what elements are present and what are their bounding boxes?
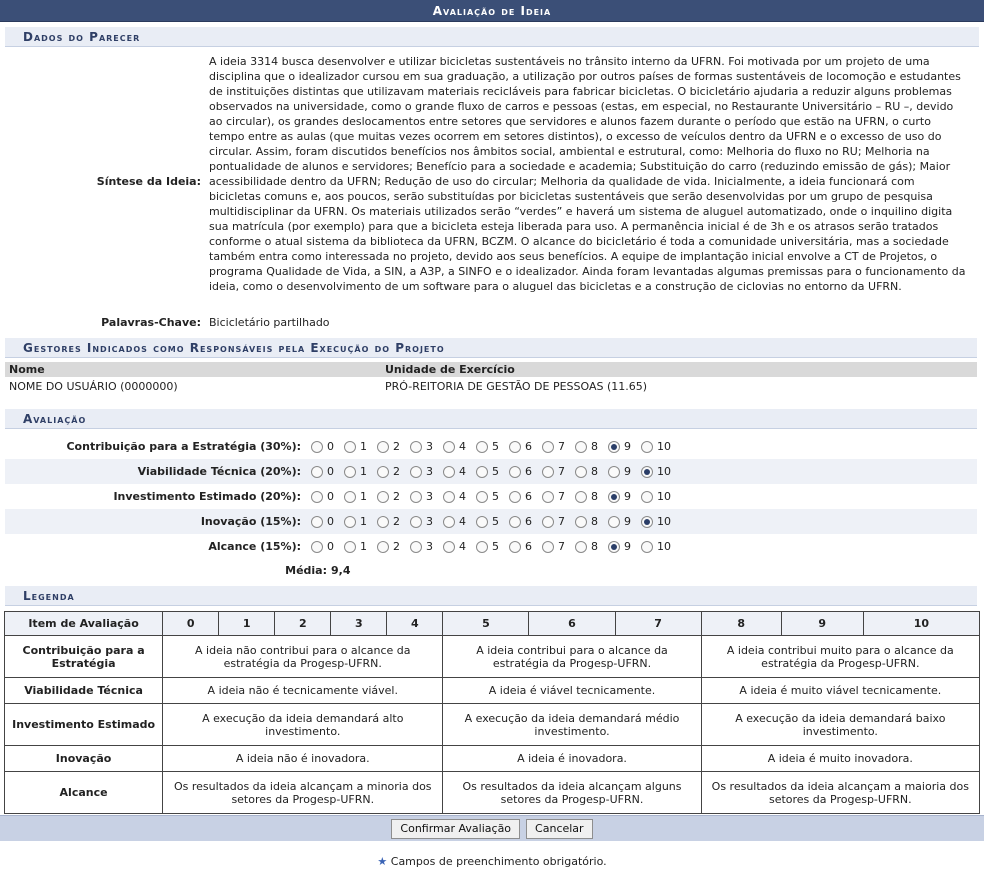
score-radio-label: 7 [558,465,565,478]
media-value: 9,4 [331,563,351,577]
score-radio[interactable] [410,516,422,528]
score-option [437,490,466,503]
score-radio-label: 8 [591,540,598,553]
score-option [635,515,671,528]
score-option [371,540,400,553]
score-radio-label: 7 [558,515,565,528]
score-option [602,515,631,528]
score-option [602,440,631,453]
score-radio[interactable] [641,466,653,478]
legenda-high: A ideia é muito inovadora. [701,746,979,772]
legenda-item: Alcance [5,772,163,814]
score-radio-label: 7 [558,490,565,503]
score-radio-label: 1 [360,465,367,478]
score-option [569,440,598,453]
score-radio-label: 7 [558,540,565,553]
table-row [5,772,980,814]
score-option [305,540,334,553]
score-radio-label: 1 [360,490,367,503]
table-row [5,377,977,397]
score-option [371,440,400,453]
sintese-block [0,54,984,310]
score-radio-label: 3 [426,540,433,553]
score-option [338,540,367,553]
legenda-item: Viabilidade Técnica [5,678,163,704]
score-options [305,465,675,478]
confirm-button[interactable]: Confirmar Avaliação [391,819,520,839]
legenda-col-5: 5 [443,612,529,636]
legenda-mid: Os resultados da ideia alcançam alguns setores da Progesp-UFRN. [443,772,701,814]
score-option [503,540,532,553]
score-option [569,465,598,478]
score-radio-label: 1 [360,440,367,453]
score-radio[interactable] [443,516,455,528]
score-radio[interactable] [575,491,587,503]
legenda-col-0: 0 [163,612,219,636]
score-radio-label: 6 [525,515,532,528]
score-radio[interactable] [509,541,521,553]
score-radio[interactable] [410,541,422,553]
score-option [536,490,565,503]
gestor-nome: NOME DO USUÁRIO (0000000) [9,380,178,393]
score-option [569,490,598,503]
score-radio[interactable] [410,491,422,503]
score-radio-label: 6 [525,540,532,553]
score-radio[interactable] [344,516,356,528]
legenda-low: A ideia não contribui para o alcance da estratégia da Progesp-UFRN. [163,636,443,678]
table-row [5,704,980,746]
score-option [635,440,671,453]
legenda-low: A ideia não é inovadora. [163,746,443,772]
score-radio[interactable] [377,541,389,553]
score-option [404,465,433,478]
score-option [404,440,433,453]
legenda-col-6: 6 [529,612,615,636]
score-option [503,440,532,453]
score-radio-label: 4 [459,465,466,478]
score-option [503,490,532,503]
legenda-table [4,611,980,814]
criterion-row [5,534,977,559]
score-radio[interactable] [542,516,554,528]
legenda-low: A ideia não é tecnicamente viável. [163,678,443,704]
legenda-high: Os resultados da ideia alcançam a maioria dos setores da Progesp-UFRN. [701,772,979,814]
legenda-item: Inovação [5,746,163,772]
score-radio-label: 9 [624,515,631,528]
score-radio[interactable] [311,516,323,528]
required-note [0,855,984,868]
score-radio-label: 3 [426,440,433,453]
legenda-col-item: Item de Avaliação [5,612,163,636]
score-radio[interactable] [575,466,587,478]
score-radio[interactable] [410,441,422,453]
score-options [305,515,675,528]
criterion-label: Investimento Estimado (20%): [113,490,301,503]
score-option [569,515,598,528]
score-radio-label: 0 [327,515,334,528]
score-option [536,465,565,478]
score-radio[interactable] [377,491,389,503]
score-radio[interactable] [509,441,521,453]
table-row [5,678,980,704]
score-radio[interactable] [377,441,389,453]
score-radio[interactable] [509,466,521,478]
score-radio-label: 4 [459,515,466,528]
gestor-unidade: PRÓ-REITORIA DE GESTÃO DE PESSOAS (11.65) [385,380,648,393]
score-option [602,465,631,478]
gestores-table [5,362,977,397]
score-radio[interactable] [608,466,620,478]
score-option [338,440,367,453]
required-note-text: Campos de preenchimento obrigatório. [390,855,607,868]
score-radio-label: 2 [393,515,400,528]
score-option [470,465,499,478]
score-radio-label: 8 [591,440,598,453]
criterion-row [5,509,977,534]
sintese-text: A ideia 3314 busca desenvolver e utilizar bicicletas sustentáveis no trânsito interno da UFRN. Foi motivada por um projeto de uma disciplina que o idealizador cursou em sua graduação, a utilização por outros países de formas sustentáveis de locomoção e estudantes de instituições distintas que utilizavam materiais recicláveis para fabricar bicicletas. O bicicletário ajudaria a reduzir alguns problemas observados na universidade, como o grande fluxo de carros e pessoas (estas, em especial, no Restaurante Universitário – RU –, devido ao circular), os grandes deslocamentos entre setores que servidores e alunos fazem durante o período que estão na UFRN, o curto tempo entre as aulas (que muitas vezes ocorrem em setores distintos), o excesso de veículos dentro da UFRN e o excesso de uso do circular. Assim, foram discutidos benefícios nos âmbitos social, ambiental e estrutural, como: Melhoria do fluxo no RU; Melhoria na pontualidade de alunos e servidores; Benefício para a sociedade e academia; Substituição do carro (reduzindo emissão de gás); Maior acessibilidade dentro da UFRN; Redução de uso do circular; Melhoria da qualidade de vida. Inicialmente, a ideia funcionará com bicicletas comuns e, aos poucos, serão substituídas por bicicletas sustentáveis que serão desenvolvidas por um grupo de pesquisa multidisciplinar da UFRN. Os materiais utilizados serão “verdes” e haverá um sistema de aluguel automatizado, onde o inquilino digita sua matrícula (por exemplo) para que a bicicleta esteja liberada para uso. A permanência inicial é de 3h e os atrasos serão tratados conforme o atual sistema da biblioteca da UFRN, BCZM. O alcance do bicicletário é toda a comunidade universitária, mas a sociedade também entra como interessada no projeto, devido aos seus benefícios. A equipe de implantação inicial envolve a CT de Projetos, o programa Qualidade de Vida, a SIN, a A3P, a SINFO e o idealizador. Ainda foram levantadas algumas premissas para o funcionamento da ideia, como o desenvolvimento de um software para o aluguel das bicicletas e a construção de ciclovias no entorno da UFRN. [209,55,966,293]
score-option [437,440,466,453]
score-radio[interactable] [311,541,323,553]
score-radio-label: 3 [426,515,433,528]
form-title: Avaliação de Ideia [0,0,984,22]
palavras-value: Bicicletário partilhado [209,316,330,329]
section-dados-parecer: Dados do Parecer [5,27,979,47]
score-option [338,465,367,478]
legenda-mid: A execução da ideia demandará médio investimento. [443,704,701,746]
score-radio-label: 5 [492,515,499,528]
score-option [470,515,499,528]
score-radio-label: 8 [591,515,598,528]
gestores-header-row [5,362,977,377]
media-label: Média: [285,563,327,577]
palavras-block [0,316,984,332]
score-option [503,515,532,528]
legenda-col-7: 7 [615,612,701,636]
score-radio-label: 2 [393,465,400,478]
col-nome: Nome [9,363,45,376]
score-radio[interactable] [443,466,455,478]
sintese-label: Síntese da Ideia: [96,175,201,188]
score-radio[interactable] [344,541,356,553]
score-radio[interactable] [641,541,653,553]
score-option [404,515,433,528]
score-option [470,490,499,503]
legenda-col-3: 3 [331,612,387,636]
score-radio-label: 9 [624,540,631,553]
score-option [536,515,565,528]
score-radio[interactable] [443,491,455,503]
score-option [437,465,466,478]
score-radio[interactable] [509,516,521,528]
score-option [635,490,671,503]
score-radio-label: 2 [393,490,400,503]
criterion-row [5,434,977,459]
criterion-label: Contribuição para a Estratégia (30%): [66,440,301,453]
score-radio[interactable] [575,441,587,453]
legenda-mid: A ideia contribui para o alcance da estratégia da Progesp-UFRN. [443,636,701,678]
legenda-header-row [5,612,980,636]
score-radio[interactable] [476,516,488,528]
score-radio[interactable] [344,441,356,453]
score-radio[interactable] [410,466,422,478]
score-radio[interactable] [344,466,356,478]
score-radio-label: 1 [360,515,367,528]
score-option [503,465,532,478]
legenda-item: Contribuição para a Estratégia [5,636,163,678]
score-radio[interactable] [575,516,587,528]
score-option [536,540,565,553]
score-radio-label: 3 [426,465,433,478]
score-radio-label: 5 [492,540,499,553]
score-option [635,465,671,478]
score-radio-label: 0 [327,540,334,553]
score-option [371,515,400,528]
score-radio[interactable] [377,516,389,528]
score-radio[interactable] [311,466,323,478]
score-radio-label: 4 [459,490,466,503]
score-option [305,440,334,453]
criterion-label: Alcance (15%): [208,540,301,553]
score-radio[interactable] [311,441,323,453]
score-option [470,540,499,553]
section-legenda: Legenda [5,586,977,606]
score-radio-label: 10 [657,490,671,503]
score-option [338,490,367,503]
score-radio-label: 0 [327,465,334,478]
score-radio[interactable] [542,491,554,503]
legenda-mid: A ideia é viável tecnicamente. [443,678,701,704]
score-radio-label: 0 [327,490,334,503]
score-radio[interactable] [608,541,620,553]
score-radio-label: 4 [459,440,466,453]
score-option [305,465,334,478]
score-options [305,440,675,453]
score-radio[interactable] [344,491,356,503]
score-option [602,490,631,503]
legenda-col-9: 9 [781,612,863,636]
score-radio-label: 5 [492,465,499,478]
score-option [404,490,433,503]
score-radio[interactable] [476,541,488,553]
score-radio-label: 10 [657,465,671,478]
legenda-low: Os resultados da ideia alcançam a minoria dos setores da Progesp-UFRN. [163,772,443,814]
score-radio-label: 7 [558,440,565,453]
score-radio[interactable] [542,541,554,553]
score-option [635,540,671,553]
score-radio-label: 2 [393,540,400,553]
section-avaliacao: Avaliação [5,409,977,429]
score-radio[interactable] [443,441,455,453]
section-gestores: Gestores Indicados como Responsáveis pela Execução do Projeto [5,338,977,358]
legenda-mid: A ideia é inovadora. [443,746,701,772]
score-radio[interactable] [443,541,455,553]
legenda-low: A execução da ideia demandará alto investimento. [163,704,443,746]
score-radio[interactable] [509,491,521,503]
score-option [305,490,334,503]
score-options [305,490,675,503]
score-radio-label: 9 [624,465,631,478]
score-radio-label: 3 [426,490,433,503]
score-radio[interactable] [608,441,620,453]
score-option [470,440,499,453]
score-radio[interactable] [311,491,323,503]
score-radio-label: 9 [624,490,631,503]
score-option [338,515,367,528]
palavras-label: Palavras-Chave: [101,316,201,329]
score-radio[interactable] [542,466,554,478]
media-row [5,559,977,581]
score-option [437,515,466,528]
score-radio-label: 8 [591,465,598,478]
score-option [305,515,334,528]
score-radio[interactable] [641,491,653,503]
score-radio-label: 10 [657,515,671,528]
score-radio[interactable] [476,466,488,478]
score-option [437,540,466,553]
score-radio[interactable] [608,491,620,503]
score-option [371,465,400,478]
score-radio-label: 8 [591,490,598,503]
score-radio-label: 6 [525,465,532,478]
score-radio-label: 0 [327,440,334,453]
criterion-row [5,484,977,509]
score-radio-label: 1 [360,540,367,553]
legenda-high: A ideia contribui muito para o alcance da estratégia da Progesp-UFRN. [701,636,979,678]
legenda-col-1: 1 [219,612,275,636]
legenda-high: A execução da ideia demandará baixo investimento. [701,704,979,746]
legenda-col-2: 2 [275,612,331,636]
legenda-high: A ideia é muito viável tecnicamente. [701,678,979,704]
score-radio-label: 5 [492,440,499,453]
score-option [569,540,598,553]
score-option [404,540,433,553]
score-radio-label: 2 [393,440,400,453]
score-radio[interactable] [641,516,653,528]
score-radio[interactable] [377,466,389,478]
avaliacao-rows [5,434,977,581]
score-radio-label: 9 [624,440,631,453]
criterion-label: Viabilidade Técnica (20%): [137,465,301,478]
score-radio-label: 5 [492,490,499,503]
score-radio-label: 10 [657,440,671,453]
legenda-col-8: 8 [701,612,781,636]
legenda-item: Investimento Estimado [5,704,163,746]
button-bar [0,815,984,841]
table-row [5,636,980,678]
score-option [536,440,565,453]
score-radio[interactable] [608,516,620,528]
cancel-button[interactable]: Cancelar [526,819,593,839]
score-radio[interactable] [476,491,488,503]
score-radio-label: 4 [459,540,466,553]
score-options [305,540,675,553]
score-radio[interactable] [641,441,653,453]
score-option [602,540,631,553]
score-option [371,490,400,503]
score-radio-label: 6 [525,440,532,453]
score-radio[interactable] [476,441,488,453]
score-radio[interactable] [575,541,587,553]
required-star-icon: ★ [377,855,388,868]
score-radio[interactable] [542,441,554,453]
col-unidade: Unidade de Exercício [385,363,515,376]
criterion-row [5,459,977,484]
legenda-col-10: 10 [863,612,979,636]
score-radio-label: 10 [657,540,671,553]
score-radio-label: 6 [525,490,532,503]
legenda-col-4: 4 [387,612,443,636]
table-row [5,746,980,772]
criterion-label: Inovação (15%): [200,515,301,528]
